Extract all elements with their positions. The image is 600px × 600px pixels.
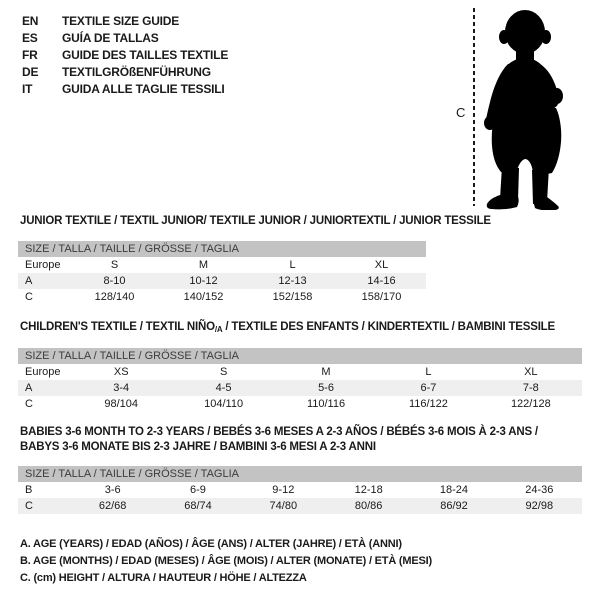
list-item bbox=[22, 30, 228, 47]
table-cell: 9-12 bbox=[272, 484, 295, 496]
table-cell: 122/128 bbox=[510, 398, 551, 410]
measurement-legend bbox=[20, 536, 432, 587]
table-cell: 68/74 bbox=[184, 500, 212, 512]
table-cell: S bbox=[219, 366, 228, 378]
table-cell: 116/122 bbox=[408, 398, 448, 410]
row-label: C bbox=[25, 291, 33, 303]
table-cell: 128/140 bbox=[94, 291, 135, 303]
table-cell: S bbox=[110, 259, 119, 271]
table-row bbox=[18, 396, 582, 412]
table-cell: 104/110 bbox=[204, 398, 244, 410]
table-cell: 12-18 bbox=[354, 484, 383, 496]
junior-section-heading: JUNIOR TEXTILE / TEXTIL JUNIOR/ TEXTILE JUNIOR / JUNIORTEXTIL / JUNIOR TESSILE bbox=[20, 215, 491, 227]
children-section-heading bbox=[20, 320, 555, 335]
toddler-silhouette bbox=[480, 6, 580, 210]
language-code: ES bbox=[22, 31, 38, 45]
table-row bbox=[18, 380, 582, 396]
language-code: DE bbox=[22, 65, 39, 79]
table-cell: 4-5 bbox=[215, 382, 232, 394]
table-cell: L bbox=[425, 366, 432, 378]
table-cell: 158/170 bbox=[361, 291, 402, 303]
junior-size-table bbox=[18, 241, 426, 305]
table-cell: 18-24 bbox=[439, 484, 469, 496]
table-cell: 92/98 bbox=[525, 500, 554, 512]
language-title-list bbox=[22, 13, 228, 98]
table-header: SIZE / TALLA / TAILLE / GRÖSSE / TAGLIA bbox=[18, 348, 582, 364]
table-cell: 6-7 bbox=[420, 382, 437, 394]
table-cell: 7-8 bbox=[522, 382, 539, 394]
list-item bbox=[22, 47, 228, 64]
heading-line: BABYS 3-6 MONATE BIS 2-3 JAHRE / BAMBINI 3-6 MESI A 2-3 ANNI bbox=[20, 441, 376, 453]
table-cell: 86/92 bbox=[440, 500, 468, 512]
list-item bbox=[22, 81, 228, 98]
table-row bbox=[18, 364, 582, 380]
table-row bbox=[18, 289, 426, 305]
language-code: IT bbox=[22, 82, 33, 96]
table-cell: XL bbox=[374, 259, 389, 271]
list-item bbox=[22, 64, 228, 81]
table-cell: XL bbox=[524, 366, 538, 378]
guide-title: TEXTILE SIZE GUIDE bbox=[62, 14, 180, 28]
table-cell: 140/152 bbox=[183, 291, 224, 303]
table-header: SIZE / TALLA / TAILLE / GRÖSSE / TAGLIA bbox=[18, 466, 582, 482]
language-code: FR bbox=[22, 48, 38, 62]
table-cell: 24-36 bbox=[525, 484, 554, 496]
row-label: C bbox=[25, 500, 33, 512]
heading-text: / TEXTILE DES ENFANTS / KINDERTEXTIL / BAMBINI TESSILE bbox=[222, 321, 555, 333]
row-label: Europe bbox=[25, 366, 61, 378]
guide-title: GUÍA DE TALLAS bbox=[62, 31, 159, 45]
table-cell: 152/158 bbox=[272, 291, 313, 303]
guide-title: GUIDA ALLE TAGLIE TESSILI bbox=[62, 82, 225, 96]
table-cell: M bbox=[198, 259, 209, 271]
height-measure-dashed-line bbox=[472, 8, 476, 206]
table-row bbox=[18, 273, 426, 289]
table-row bbox=[18, 257, 426, 273]
table-header: SIZE / TALLA / TAILLE / GRÖSSE / TAGLIA bbox=[18, 241, 426, 257]
height-marker-label: C bbox=[456, 105, 466, 120]
heading-text: CHILDREN'S TEXTILE / TEXTIL NIÑO bbox=[20, 321, 215, 333]
table-cell: XS bbox=[113, 366, 129, 378]
table-cell: 5-6 bbox=[318, 382, 334, 394]
table-cell: 98/104 bbox=[104, 398, 139, 410]
table-cell: 3-4 bbox=[113, 382, 130, 394]
table-cell: 14-16 bbox=[367, 275, 396, 287]
table-cell: M bbox=[321, 366, 331, 378]
table-cell: 6-9 bbox=[190, 484, 206, 496]
row-label: A bbox=[25, 382, 33, 394]
babies-section-heading bbox=[20, 425, 538, 455]
row-label: C bbox=[25, 398, 33, 410]
table-cell: 110/116 bbox=[306, 398, 346, 410]
table-cell: 62/68 bbox=[98, 500, 127, 512]
table-row bbox=[18, 498, 582, 514]
table-cell: 74/80 bbox=[269, 500, 298, 512]
guide-title: TEXTILGRÖßENFÜHRUNG bbox=[62, 65, 211, 79]
row-label: Europe bbox=[25, 259, 61, 271]
children-size-table bbox=[18, 348, 582, 412]
table-cell: 10-12 bbox=[189, 275, 218, 287]
row-label: B bbox=[25, 484, 33, 496]
table-cell: L bbox=[289, 259, 296, 271]
table-cell: 12-13 bbox=[278, 275, 307, 287]
table-cell: 80/86 bbox=[354, 500, 383, 512]
babies-size-table bbox=[18, 466, 582, 514]
guide-title: GUIDE DES TAILLES TEXTILE bbox=[62, 48, 229, 62]
table-row bbox=[18, 482, 582, 498]
list-item bbox=[22, 13, 228, 30]
legend-line-a: A. AGE (YEARS) / EDAD (AÑOS) / ÂGE (ANS) / ALTER (JAHRE) / ETÀ (ANNI) bbox=[20, 538, 402, 550]
row-label: A bbox=[25, 275, 33, 287]
legend-line-c: C. (cm) HEIGHT / ALTURA / HAUTEUR / HÖHE / ALTEZZA bbox=[20, 572, 307, 584]
heading-line: BABIES 3-6 MONTH TO 2-3 YEARS / BEBÉS 3-6 MESES A 2-3 AÑOS / BÉBÉS 3-6 MOIS À 2-3 ANS / bbox=[20, 426, 538, 438]
table-cell: 8-10 bbox=[103, 275, 126, 287]
legend-line-b: B. AGE (MONTHS) / EDAD (MESES) / ÂGE (MOIS) / ALTER (MONATE) / ETÀ (MESI) bbox=[20, 555, 432, 567]
table-cell: 3-6 bbox=[104, 484, 121, 496]
language-code: EN bbox=[22, 14, 39, 28]
heading-subscript: /A bbox=[214, 325, 223, 334]
